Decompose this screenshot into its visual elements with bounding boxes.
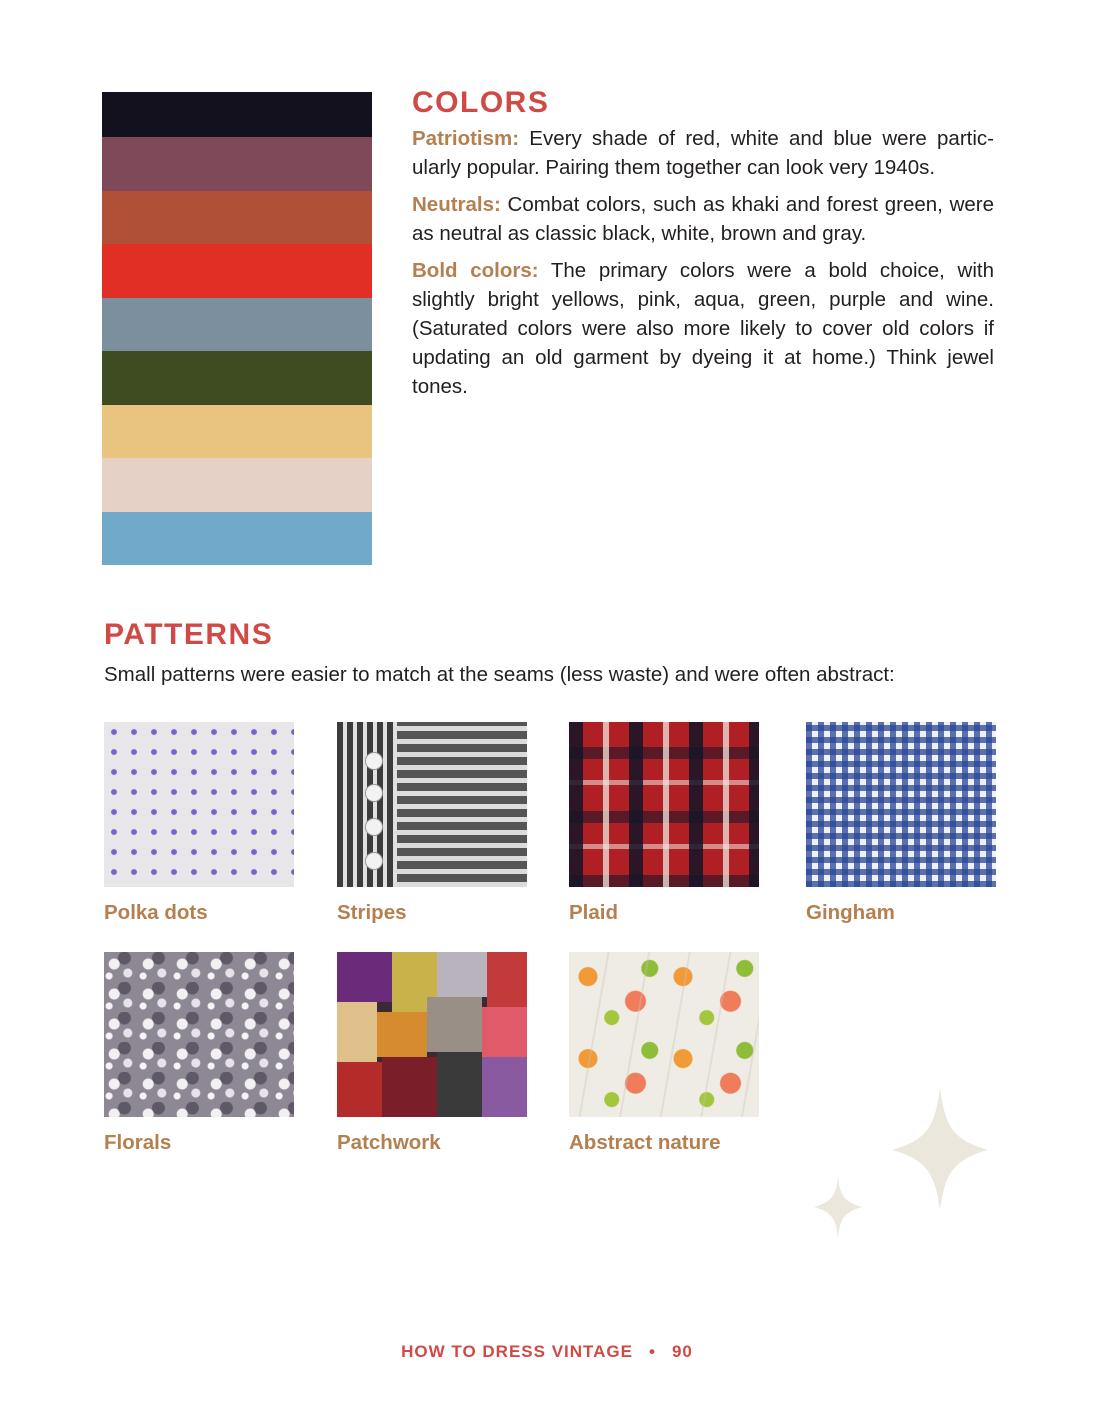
bold-colors-text: The primary colors were a bold choice, with slightly bright yellows, pink, aqua, green, purple and wine. (Saturated colors were also more likely to cover old colors if updating an old garment by dyeing it at home.) Think jewel tones. bbox=[412, 259, 994, 398]
neutrals-text: Combat colors, such as khaki and forest green, were as neutral as classic black, white, brown and gray. bbox=[412, 193, 994, 245]
patterns-intro: Small patterns were easier to match at the seams (less waste) and were often abstract: bbox=[104, 663, 895, 686]
patterns-heading: PATTERNS bbox=[104, 618, 274, 651]
stripes-label: Stripes bbox=[337, 901, 407, 924]
neutrals-term: Neutrals: bbox=[412, 193, 501, 216]
swatch-red bbox=[102, 244, 372, 298]
patchwork-image bbox=[337, 952, 527, 1117]
patriotism-text: Every shade of red, white and blue were particularly popular. Pairing them together can look very 1940s. bbox=[412, 127, 994, 179]
sparkle-decoration-icon bbox=[800, 1080, 1000, 1250]
large-sparkle-icon bbox=[892, 1088, 988, 1210]
abstract-nature-label: Abstract nature bbox=[569, 1131, 721, 1154]
page-number: 90 bbox=[671, 1342, 693, 1361]
swatch-mustard bbox=[102, 405, 372, 459]
pattern-tile-polka-dots bbox=[104, 722, 294, 925]
colors-heading: COLORS bbox=[412, 86, 550, 119]
footer-title: HOW TO DRESS VINTAGE bbox=[401, 1342, 633, 1361]
pattern-tile-stripes bbox=[337, 722, 527, 925]
polka-dots-image bbox=[104, 722, 294, 887]
patriotism-paragraph bbox=[412, 124, 994, 182]
stripes-image bbox=[337, 722, 527, 887]
pattern-tile-plaid bbox=[569, 722, 759, 925]
page-footer bbox=[0, 1342, 1094, 1362]
swatch-sky-blue bbox=[102, 512, 372, 566]
plaid-label: Plaid bbox=[569, 901, 618, 924]
colors-section bbox=[412, 86, 994, 409]
bold-colors-term: Bold colors: bbox=[412, 259, 539, 282]
pattern-tile-florals bbox=[104, 952, 294, 1155]
swatch-navy bbox=[102, 92, 372, 137]
pattern-tile-gingham bbox=[806, 722, 996, 925]
swatch-rust bbox=[102, 191, 372, 245]
swatch-blush bbox=[102, 458, 372, 512]
gingham-image bbox=[806, 722, 996, 887]
patriotism-term: Patriotism: bbox=[412, 127, 520, 150]
swatch-wine bbox=[102, 137, 372, 191]
florals-image bbox=[104, 952, 294, 1117]
neutrals-paragraph bbox=[412, 190, 994, 248]
pattern-tile-patchwork bbox=[337, 952, 527, 1155]
plaid-image bbox=[569, 722, 759, 887]
pattern-tile-abstract-nature bbox=[569, 952, 759, 1155]
polka-dots-label: Polka dots bbox=[104, 901, 208, 924]
color-swatch-stack bbox=[102, 92, 372, 565]
patterns-section bbox=[104, 618, 1004, 689]
bold-colors-paragraph bbox=[412, 256, 994, 401]
small-sparkle-icon bbox=[814, 1177, 862, 1238]
gingham-label: Gingham bbox=[806, 901, 895, 924]
footer-separator: • bbox=[649, 1342, 656, 1361]
swatch-slate-blue bbox=[102, 298, 372, 352]
patchwork-label: Patchwork bbox=[337, 1131, 441, 1154]
florals-label: Florals bbox=[104, 1131, 172, 1154]
swatch-olive-green bbox=[102, 351, 372, 405]
abstract-nature-image bbox=[569, 952, 759, 1117]
